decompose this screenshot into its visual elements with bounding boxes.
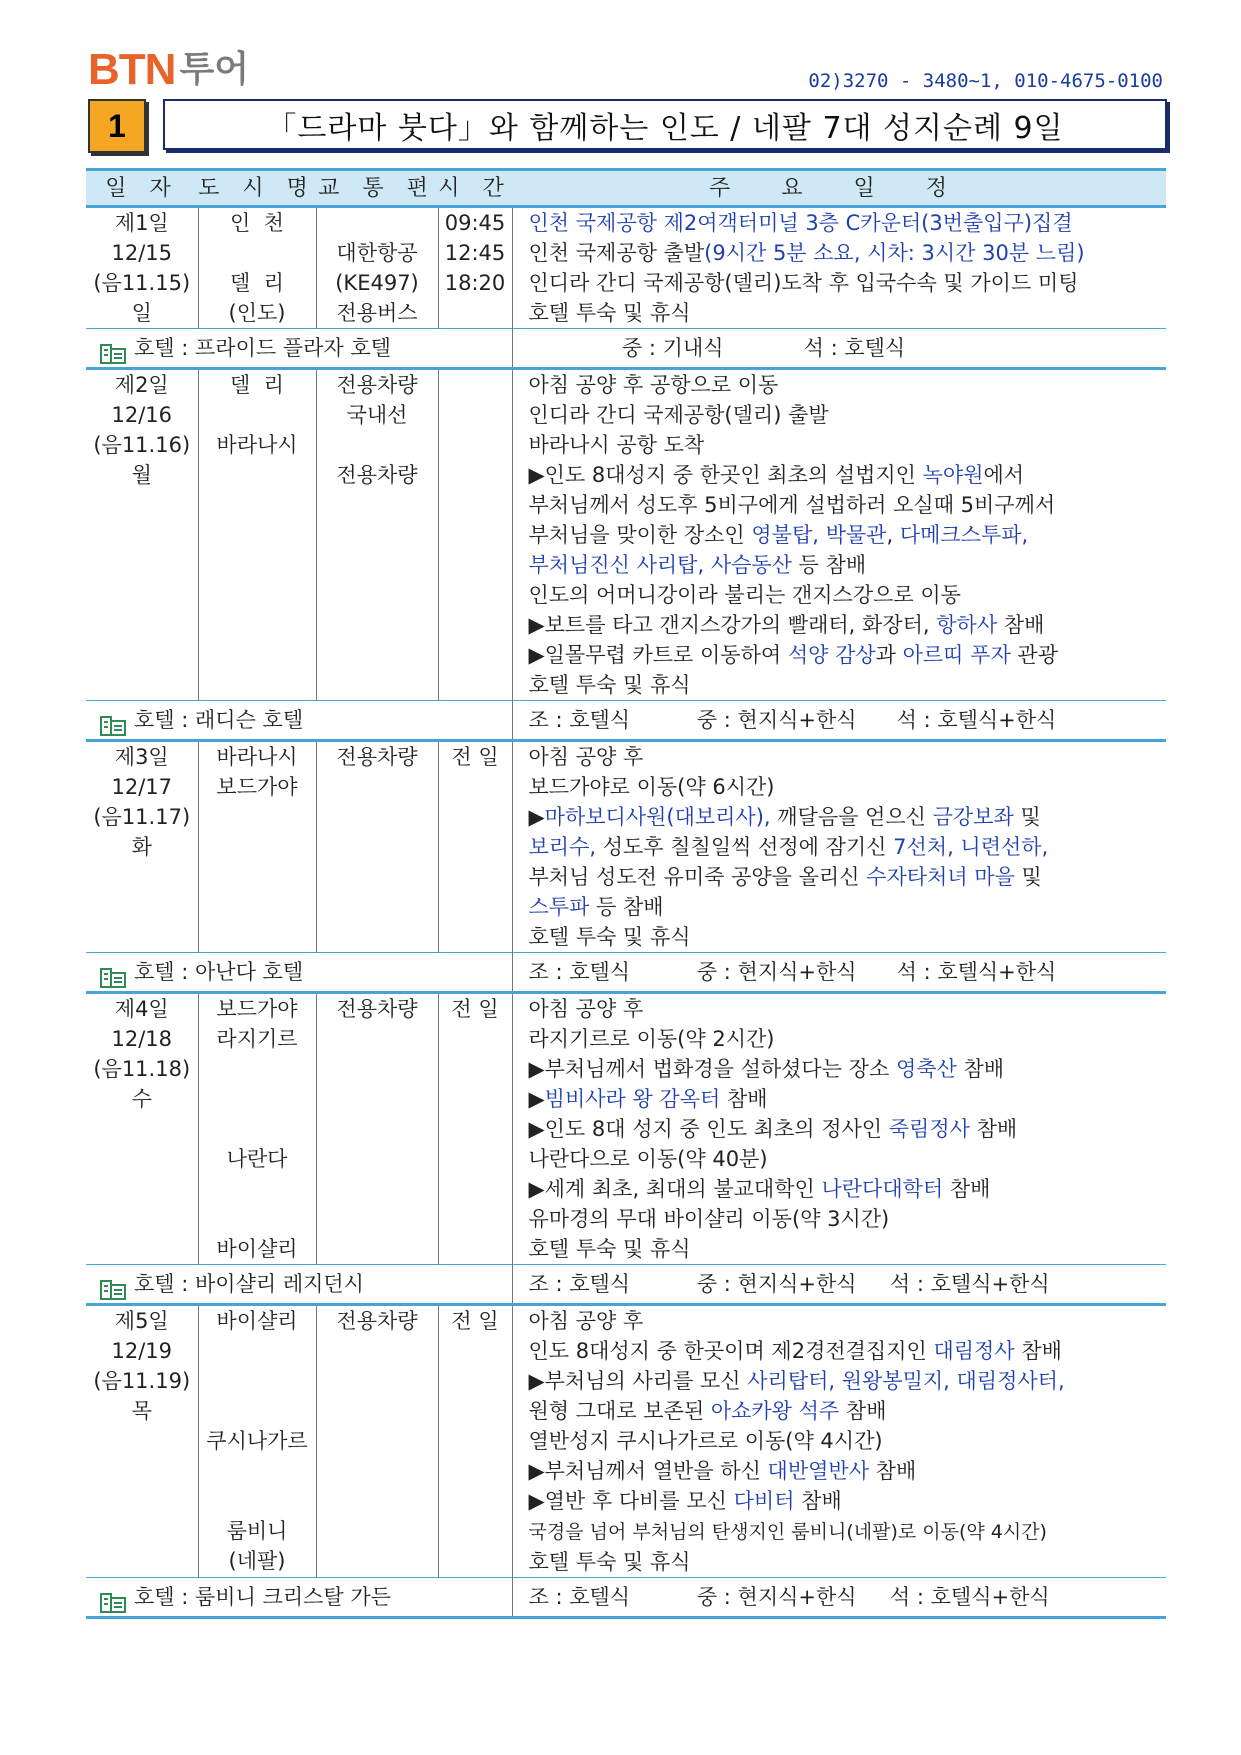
itinerary-text: 부처님 성도전 유미죽 공양을 올리신 (528, 865, 867, 889)
hotel-row (86, 329, 1166, 369)
header-transport: 교 통 편 (316, 170, 438, 207)
highlight-site: 죽림정사 (888, 1117, 970, 1141)
itinerary-line (529, 520, 1167, 550)
itinerary-text: 참배 (943, 1177, 991, 1201)
highlight-site: 다비터 (733, 1489, 795, 1513)
day-date-line: 12/18 (111, 1027, 173, 1051)
itinerary-text: 및 (1014, 865, 1042, 889)
day-time-cell: 전 일 (438, 741, 512, 953)
itinerary-text: 참배 (720, 1087, 768, 1111)
itinerary-line (529, 742, 1167, 772)
itinerary-text: 참배 (868, 1459, 917, 1483)
day-date-line: (음11.16) (93, 433, 191, 457)
day-date-line: 12/19 (111, 1339, 173, 1363)
day-date-line: 12/17 (111, 775, 173, 799)
itinerary-line (529, 1426, 1167, 1456)
itinerary-text: 라지기르로 이동(약 2시간) (528, 1027, 775, 1051)
page-title: 「드라마 붓다」와 함께하는 인도 / 네팔 7대 성지순례 9일 (163, 99, 1167, 150)
day-itinerary-cell (512, 993, 1166, 1265)
itinerary-text: 아침 공양 후 (528, 997, 644, 1021)
itinerary-text: 과 (875, 643, 903, 667)
itinerary-line (529, 238, 1167, 268)
itinerary-text: 성도후 칠칠일씩 선정에 잠기신 (596, 835, 894, 859)
day-city-cell: 바라나시 보드가야 (198, 741, 316, 953)
highlight-site: 다메크스투파, (899, 523, 1029, 547)
day-date-line: 제3일 (114, 745, 169, 769)
itinerary-text: 아침 공양 후 (528, 1309, 644, 1333)
itinerary-text: 유마경의 무대 바이샬리 이동(약 3시간) (528, 1207, 890, 1231)
day-itinerary-cell (512, 369, 1166, 701)
itinerary-line (529, 994, 1167, 1024)
itinerary-text: 참배 (997, 613, 1045, 637)
meals-cell: 중 : 기내식 석 : 호텔식 (512, 329, 1166, 369)
hotel-cell (86, 701, 512, 741)
day-date-cell (86, 993, 198, 1265)
hotel-row (86, 1578, 1166, 1618)
itinerary-line (529, 1144, 1167, 1174)
day-city-cell: 인 천 델 리 (인도) (198, 207, 316, 329)
phone-number: 02)3270 - 3480~1, 010-4675-0100 (808, 70, 1163, 92)
highlight-site: 영불탑, 박물관 (751, 523, 887, 547)
day-city-cell: 델 리 바라나시 (198, 369, 316, 701)
itinerary-line (529, 1054, 1167, 1084)
hotel-cell (86, 1265, 512, 1305)
itinerary-text: 열반성지 쿠시나가르로 이동(약 4시간) (528, 1429, 883, 1453)
itinerary-line (529, 490, 1167, 520)
hotel-building-icon (100, 1587, 126, 1609)
itinerary-text: 인천 국제공항 출발 (528, 241, 705, 265)
day-time-cell (438, 369, 512, 701)
hotel-name: 호텔 : 래디슨 호텔 (134, 708, 304, 732)
highlight-site: 금강보좌 (932, 805, 1014, 829)
header-time: 시 간 (438, 170, 512, 207)
hotel-name: 호텔 : 프라이드 플라자 호텔 (134, 336, 391, 360)
hotel-cell (86, 953, 512, 993)
itinerary-text: ▶부처님의 사리를 모신 (528, 1369, 748, 1393)
itinerary-line (529, 1547, 1167, 1577)
itinerary-text: 호텔 투숙 및 휴식 (528, 925, 691, 949)
itinerary-text: 참배 (956, 1057, 1005, 1081)
header-schedule: 주 요 일 정 (512, 170, 1166, 207)
itinerary-line (529, 862, 1167, 892)
itinerary-text: ▶인도 8대성지 중 한곳인 최초의 설법지인 (528, 463, 923, 487)
day-row (86, 741, 1166, 953)
itinerary-line (529, 640, 1167, 670)
itinerary-line (529, 400, 1167, 430)
itinerary-line (529, 1396, 1167, 1426)
meals-cell: 조 : 호텔식 중 : 현지식+한식 석 : 호텔식+한식 (512, 1265, 1166, 1305)
itinerary-line (529, 772, 1167, 802)
day-row (86, 369, 1166, 701)
day-city-cell: 보드가야 라지기르 나란다 바이샬리 (198, 993, 316, 1265)
itinerary-text: 호텔 투숙 및 휴식 (528, 301, 691, 325)
itinerary-line (529, 1174, 1167, 1204)
itinerary-line (529, 670, 1167, 700)
day-transport-cell: 전용차량 (316, 1305, 438, 1578)
itinerary-line (529, 610, 1167, 640)
itinerary-line (529, 802, 1167, 832)
hotel-building-icon (100, 1274, 126, 1296)
hotel-cell (86, 1578, 512, 1618)
itinerary-text: 참배 (794, 1489, 842, 1513)
day-date-line: 수 (131, 1087, 152, 1111)
hotel-row (86, 953, 1166, 993)
hotel-row (86, 1265, 1166, 1305)
itinerary-text: 참배 (839, 1399, 887, 1423)
itinerary-text: 호텔 투숙 및 휴식 (528, 1237, 691, 1261)
itinerary-line (529, 1486, 1167, 1516)
hotel-building-icon (100, 338, 126, 360)
highlight-site: 부처님진신 사리탑, 사슴동산 (528, 553, 792, 577)
day-date-cell (86, 1305, 198, 1578)
highlight-site: 석양 감상 (787, 643, 876, 667)
day-city-cell: 바이샬리 쿠시나가르 룸비니 (네팔) (198, 1305, 316, 1578)
itinerary-line (529, 1084, 1167, 1114)
itinerary-text: 호텔 투숙 및 휴식 (528, 1550, 691, 1574)
itinerary-text: ▶열반 후 다비를 모신 (528, 1489, 734, 1513)
day-date-line: (음11.15) (93, 271, 191, 295)
meals-cell: 조 : 호텔식 중 : 현지식+한식 석 : 호텔식+한식 (512, 953, 1166, 993)
itinerary-text: 보드가야로 이동(약 6시간) (528, 775, 775, 799)
itinerary-text: 등 참배 (791, 553, 867, 577)
day-date-line: (음11.17) (93, 805, 191, 829)
logo-suffix: 투어 (179, 49, 249, 90)
day-date-line: 일 (131, 301, 152, 325)
itinerary-line (529, 1306, 1167, 1336)
day-row (86, 1305, 1166, 1578)
day-transport-cell: 전용차량 (316, 741, 438, 953)
logo-brand: BTN (88, 45, 176, 94)
day-transport-cell: 전용차량 (316, 993, 438, 1265)
table-header-row (86, 170, 1166, 207)
highlight-site: 7선처, 니련선하, (893, 835, 1049, 859)
day-date-line: (음11.18) (93, 1057, 191, 1081)
itinerary-text: 인도 8대성지 중 한곳이며 제2경전결집지인 (528, 1339, 934, 1363)
itinerary-text: 국경을 넘어 부처님의 탄생지인 룸비니(네팔)로 이동(약 4시간) (528, 1521, 1047, 1543)
day-row (86, 207, 1166, 329)
itinerary-text: ▶부처님께서 법화경을 설하셨다는 장소 (528, 1057, 896, 1081)
itinerary-text: 참배 (1014, 1339, 1062, 1363)
day-date-line: 화 (131, 835, 152, 859)
itinerary-text: ▶부처님께서 열반을 하신 (528, 1459, 768, 1483)
day-date-line: 12/16 (111, 403, 173, 427)
page-number-badge: 1 (88, 99, 146, 153)
itinerary-text: 및 (1013, 805, 1041, 829)
hotel-cell (86, 329, 512, 369)
highlight-site: (9시간 5분 소요, 시차: 3시간 30분 느림) (704, 241, 1085, 265)
highlight-site: 보리수, (528, 835, 597, 859)
highlight-site: 대림정사 (933, 1339, 1015, 1363)
itinerary-text: 참배 (969, 1117, 1018, 1141)
header-city: 도 시 명 (198, 170, 316, 207)
itinerary-text: 인디라 간디 국제공항(델리) 출발 (528, 403, 829, 427)
itinerary-line (529, 1204, 1167, 1234)
hotel-building-icon (100, 962, 126, 984)
itinerary-line (529, 892, 1167, 922)
itinerary-line (529, 268, 1167, 298)
itinerary-text: 부처님을 맞이한 장소인 (528, 523, 752, 547)
day-date-cell (86, 741, 198, 953)
day-date-line: (음11.19) (93, 1369, 191, 1393)
itinerary-line (529, 1234, 1167, 1264)
highlight-site: 마하보디사원(대보리사), (544, 805, 771, 829)
day-transport-cell: 대한항공 (KE497) 전용버스 (316, 207, 438, 329)
itinerary-line (529, 208, 1167, 238)
itinerary-text: 인도의 어머니강이라 불리는 갠지스강으로 이동 (528, 583, 961, 607)
highlight-site: 아르띠 푸자 (902, 643, 1011, 667)
meals-cell: 조 : 호텔식 중 : 현지식+한식 석 : 호텔식+한식 (512, 701, 1166, 741)
itinerary-text: 인디라 간디 국제공항(델리)도착 후 입국수속 및 가이드 미팅 (528, 271, 1079, 295)
itinerary-line (529, 1366, 1167, 1396)
highlight-site: 영축산 (895, 1057, 957, 1081)
itinerary-line (529, 1456, 1167, 1486)
day-date-line: 12/15 (111, 241, 173, 265)
itinerary-line (529, 1024, 1167, 1054)
day-time-cell: 09:45 12:45 18:20 (438, 207, 512, 329)
day-date-line: 제4일 (114, 997, 169, 1021)
day-itinerary-cell (512, 207, 1166, 329)
highlight-site: 나란다대학터 (821, 1177, 944, 1201)
itinerary-text: 아침 공양 후 공항으로 이동 (528, 373, 779, 397)
itinerary-text: 아침 공양 후 (528, 745, 644, 769)
itinerary-text: ▶ (528, 1087, 545, 1111)
hotel-name: 호텔 : 아난다 호텔 (134, 960, 304, 984)
highlight-site: 인천 국제공항 제2여객터미널 3층 C카운터(3번출입구)집결 (528, 211, 1073, 235)
hotel-building-icon (100, 710, 126, 732)
day-date-cell (86, 207, 198, 329)
itinerary-line (529, 580, 1167, 610)
day-date-line: 월 (131, 463, 152, 487)
itinerary-text: ▶인도 8대 성지 중 인도 최초의 정사인 (528, 1117, 889, 1141)
highlight-site: 사리탑터, 원왕봉밀지, 대림정사터, (747, 1369, 1065, 1393)
itinerary-text: 원형 그대로 보존된 (528, 1399, 711, 1423)
itinerary-text: 호텔 투숙 및 휴식 (528, 673, 691, 697)
itinerary-text: ▶일몰무렵 카트로 이동하여 (528, 643, 788, 667)
day-date-line: 제1일 (114, 211, 169, 235)
itinerary-text: ▶보트를 타고 갠지스강가의 빨래터, 화장터, (528, 613, 937, 637)
hotel-name: 호텔 : 바이샬리 레지던시 (134, 1272, 364, 1296)
itinerary-text: 등 참배 (589, 895, 664, 919)
itinerary-line (529, 550, 1167, 580)
highlight-site: 수자타처녀 마을 (866, 865, 1015, 889)
itinerary-line (529, 370, 1167, 400)
hotel-row (86, 701, 1166, 741)
day-itinerary-cell (512, 1305, 1166, 1578)
itinerary-line (529, 430, 1167, 460)
itinerary-text: ▶ (528, 805, 545, 829)
itinerary-text: ▶세계 최초, 최대의 불교대학인 (528, 1177, 822, 1201)
highlight-site: 대반열반사 (767, 1459, 869, 1483)
itinerary-line (529, 460, 1167, 490)
itinerary-text: 관광 (1010, 643, 1058, 667)
day-row (86, 993, 1166, 1265)
itinerary-line (529, 298, 1167, 328)
brand-logo (88, 45, 249, 94)
hotel-name: 호텔 : 룸비니 크리스탈 가든 (134, 1585, 391, 1609)
day-date-cell (86, 369, 198, 701)
itinerary-text: 바라나시 공항 도착 (528, 433, 705, 457)
itinerary-line (529, 1516, 1167, 1547)
itinerary-line (529, 1114, 1167, 1144)
itinerary-line (529, 1336, 1167, 1366)
itinerary-line (529, 922, 1167, 952)
highlight-site: 스투파 (528, 895, 590, 919)
highlight-site: 아쇼카왕 석주 (710, 1399, 840, 1423)
day-date-line: 제5일 (114, 1309, 169, 1333)
day-date-line: 목 (131, 1399, 152, 1423)
itinerary-line (529, 832, 1167, 862)
highlight-site: 녹야원 (922, 463, 984, 487)
itinerary-table (86, 168, 1166, 1619)
itinerary-text: , (886, 523, 900, 547)
itinerary-text: 깨달음을 얻으신 (770, 805, 933, 829)
highlight-site: 항하사 (936, 613, 998, 637)
day-itinerary-cell (512, 741, 1166, 953)
day-time-cell: 전 일 (438, 993, 512, 1265)
header-date: 일 자 (86, 170, 198, 207)
day-date-line: 제2일 (114, 373, 169, 397)
highlight-site: 빔비사라 왕 감옥터 (544, 1087, 721, 1111)
itinerary-text: 부처님께서 성도후 5비구에게 설법하러 오실때 5비구께서 (528, 493, 1056, 517)
day-time-cell: 전 일 (438, 1305, 512, 1578)
day-transport-cell: 전용차량 국내선 전용차량 (316, 369, 438, 701)
itinerary-text: 나란다으로 이동(약 40분) (528, 1147, 768, 1171)
itinerary-text: 에서 (983, 463, 1025, 487)
meals-cell: 조 : 호텔식 중 : 현지식+한식 석 : 호텔식+한식 (512, 1578, 1166, 1618)
